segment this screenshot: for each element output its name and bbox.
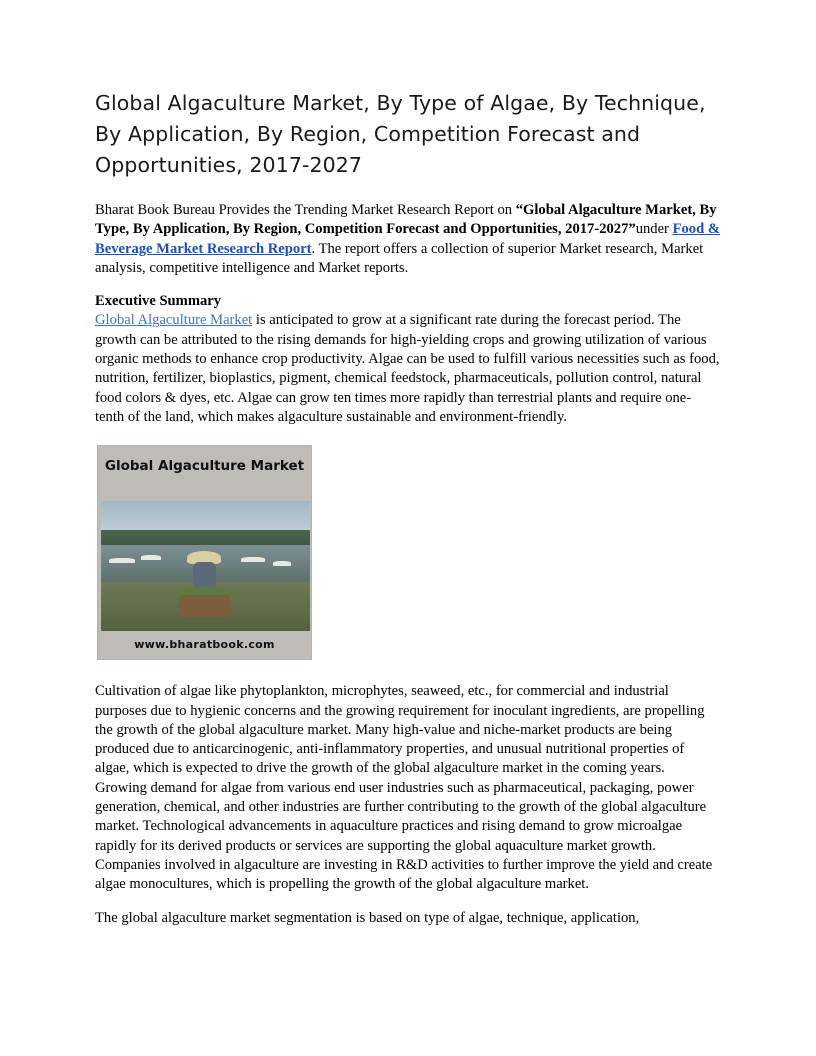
executive-summary-heading: Executive Summary xyxy=(95,293,222,310)
intro-paragraph xyxy=(95,201,720,278)
figure-caption: www.bharatbook.com xyxy=(134,638,275,652)
body-paragraph-1: Cultivation of algae like phytoplankton, microphytes, seaweed, etc., for commercial and industrial purposes due to hygienic concerns and the growing requirement for inoculant ingredients, are propelling the growth of the global algaculture market. Many high-value and niche-market products are being produced due to anticarcinogenic, anti-inflammatory properties, and unusual nutritional properties of algae, which is expected to drive the growth of the global algaculture market in the coming years. Growing demand for algae from various end user industries such as pharmaceutical, packaging, power generation, chemical, and other industries are further contributing to the growth of the global algaculture market. Technological advancements in aquaculture practices and rising demand to grow microalgae rapidly for its derived products or services are supporting the global aquaculture market growth. Companies involved in algaculture are investing in R&D activities to further improve the yield and create algae monocultures, which is propelling the growth of the global algaculture market. xyxy=(95,683,713,893)
photo-boat xyxy=(109,558,135,563)
intro-under: under xyxy=(635,221,673,238)
photo-boat xyxy=(273,561,291,566)
category-research-report-link[interactable]: Food & Beverage Market Research Report xyxy=(95,221,721,257)
photo-boat xyxy=(241,557,265,562)
photo-basket xyxy=(179,595,231,617)
executive-summary-paragraph xyxy=(95,311,720,427)
global-algaculture-market-link[interactable]: Global Algaculture Market xyxy=(95,312,253,329)
executive-summary-text: is anticipated to grow at a significant rate during the forecast period. The growth can be attributed to the rising demands for high-yielding crops and growing utilization of various organic methods to enhance crop productivity. Algae can be used to fulfill various necessities such as food, nutrition, fertilizer, bioplastics, pigment, chemical feedstock, pharmaceuticals, pollution control, natural food colors & dyes, etc. Algae can grow ten times more rapidly than terrestrial plants and require one-tenth of the land, which makes algaculture sustainable and environment-friendly. xyxy=(95,312,720,425)
intro-lead: Bharat Book Bureau Provides the Trending Market Research Report on xyxy=(95,202,516,218)
figure-title: Global Algaculture Market xyxy=(104,458,305,475)
page-bottom-spacer xyxy=(95,942,720,952)
body-paragraph-2: The global algaculture market segmentation is based on type of algae, technique, application, xyxy=(95,909,640,926)
document-content xyxy=(95,88,720,952)
market-report-figure xyxy=(97,445,312,660)
report-name: “Global Algaculture Market, By Type, By Application, By Region, Competition Forecast and Opportunities, 2017-2027” xyxy=(95,202,717,238)
figure-photo xyxy=(101,501,310,631)
photo-boat xyxy=(141,555,161,560)
page-title: Global Algaculture Market, By Type of Algae, By Technique, By Application, By Region, Competition Forecast and Opportunities, 2017-2027 xyxy=(95,91,706,177)
intro-tail: . The report offers a collection of superior Market research, Market analysis, competitive intelligence and Market reports. xyxy=(95,240,704,276)
